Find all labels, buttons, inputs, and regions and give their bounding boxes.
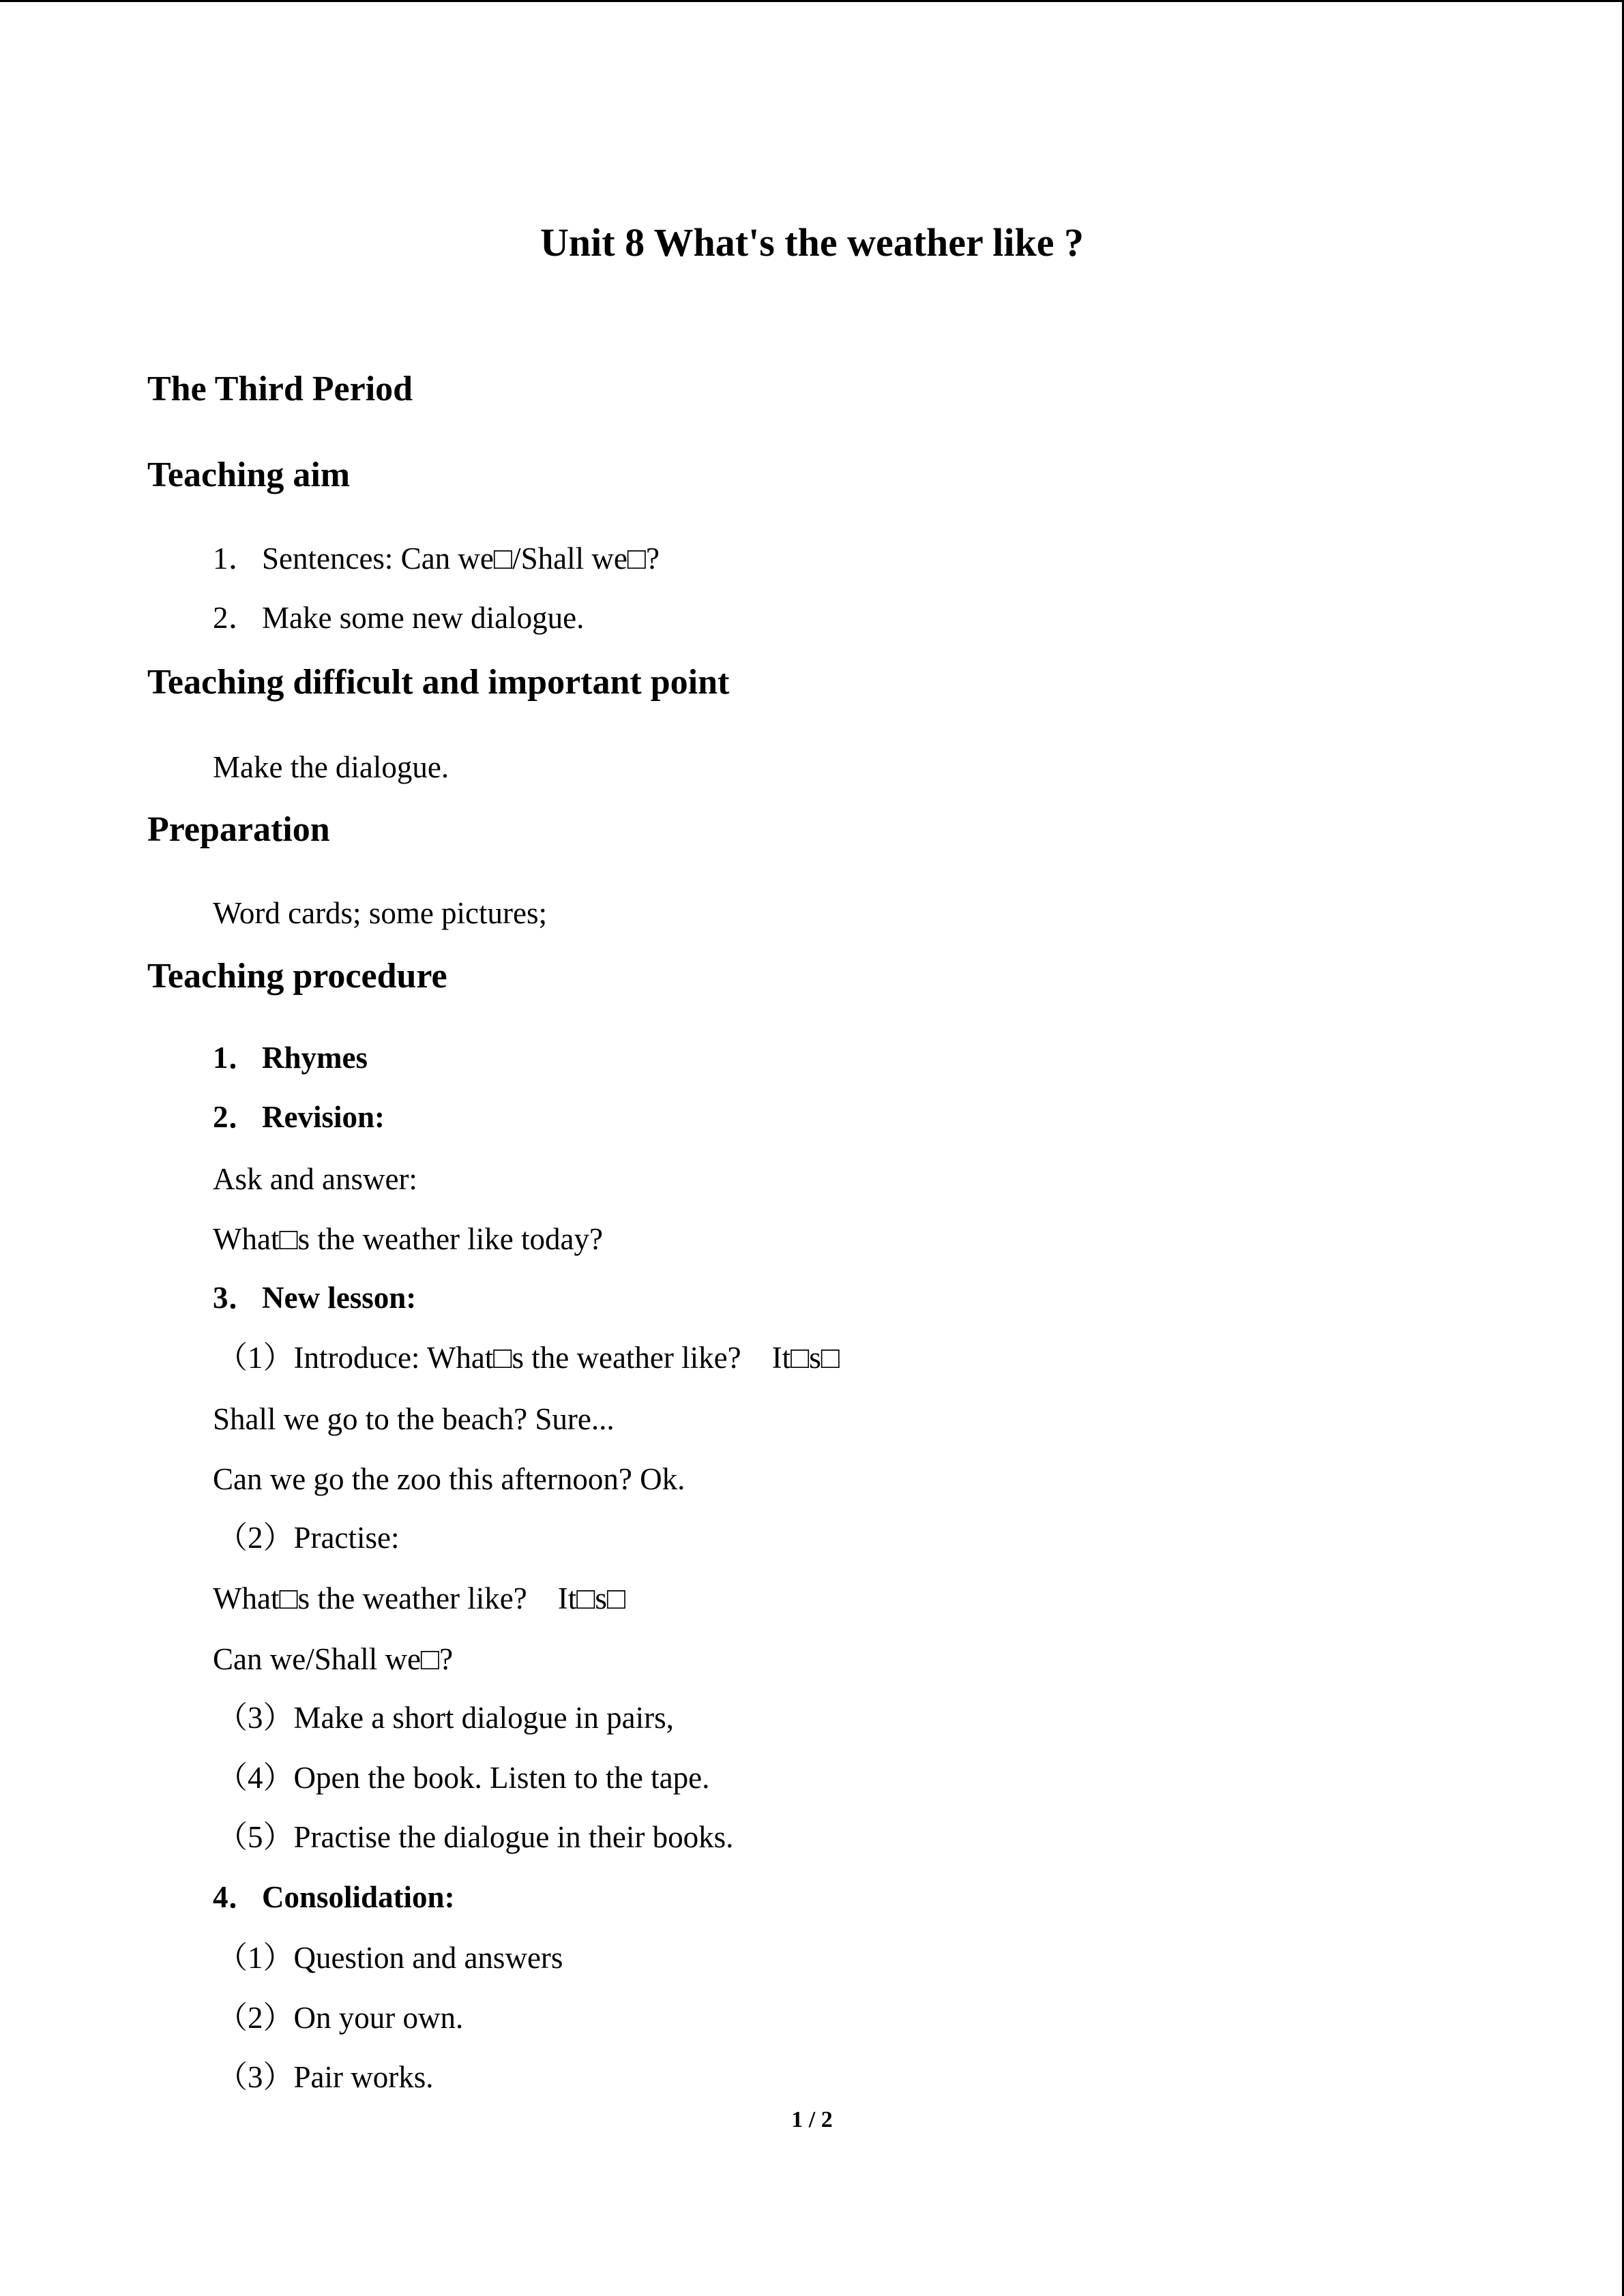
procedure-step-rhymes — [213, 1039, 368, 1077]
teaching-aim-heading: Teaching aim — [147, 456, 351, 494]
difficult-point-heading: Teaching difficult and important point — [147, 663, 730, 702]
consolidation-line: （2）On your own. — [217, 2001, 464, 2035]
document-title: Unit 8 What's the weather like ? — [540, 220, 1084, 265]
step-label: Revision: — [262, 1100, 385, 1134]
new-lesson-line: What□s the weather like? It□s□ — [213, 1581, 626, 1615]
procedure-step-new-lesson — [213, 1279, 416, 1317]
teaching-aim-item — [213, 539, 660, 578]
new-lesson-line: （2）Practise: — [217, 1521, 400, 1555]
item-number: 2． — [213, 601, 259, 635]
item-number: 1． — [213, 541, 259, 576]
revision-line: What□s the weather like today? — [213, 1222, 603, 1256]
preparation-heading: Preparation — [147, 810, 330, 849]
new-lesson-line: Shall we go to the beach? Sure... — [213, 1402, 615, 1436]
step-label: Consolidation: — [262, 1880, 455, 1914]
period-heading: The Third Period — [147, 370, 413, 408]
new-lesson-line: Can we/Shall we□? — [213, 1642, 454, 1676]
new-lesson-line: （3）Make a short dialogue in pairs, — [217, 1701, 674, 1735]
step-number: 2． — [213, 1100, 259, 1134]
procedure-step-revision — [213, 1098, 385, 1136]
step-label: New lesson: — [262, 1281, 417, 1315]
consolidation-line: （3）Pair works. — [217, 2060, 434, 2094]
page-number: 1 / 2 — [791, 2107, 833, 2132]
consolidation-line: （1）Question and answers — [217, 1941, 563, 1975]
item-text: Sentences: Can we□/Shall we□? — [262, 541, 660, 576]
new-lesson-line: （5）Practise the dialogue in their books. — [217, 1820, 734, 1854]
procedure-heading: Teaching procedure — [147, 957, 447, 996]
step-label: Rhymes — [262, 1041, 368, 1075]
procedure-step-consolidation — [213, 1878, 455, 1916]
preparation-text: Word cards; some pictures; — [213, 896, 547, 930]
new-lesson-line: Can we go the zoo this afternoon? Ok. — [213, 1462, 685, 1496]
difficult-point-text: Make the dialogue. — [213, 750, 449, 784]
step-number: 1． — [213, 1041, 259, 1075]
item-text: Make some new dialogue. — [262, 601, 585, 635]
new-lesson-line: （4）Open the book. Listen to the tape. — [217, 1761, 710, 1795]
step-number: 3． — [213, 1281, 259, 1315]
step-number: 4． — [213, 1880, 259, 1914]
new-lesson-line: （1）Introduce: What□s the weather like? It□s□ — [217, 1341, 840, 1375]
teaching-aim-item — [213, 599, 584, 637]
revision-line: Ask and answer: — [213, 1162, 417, 1196]
